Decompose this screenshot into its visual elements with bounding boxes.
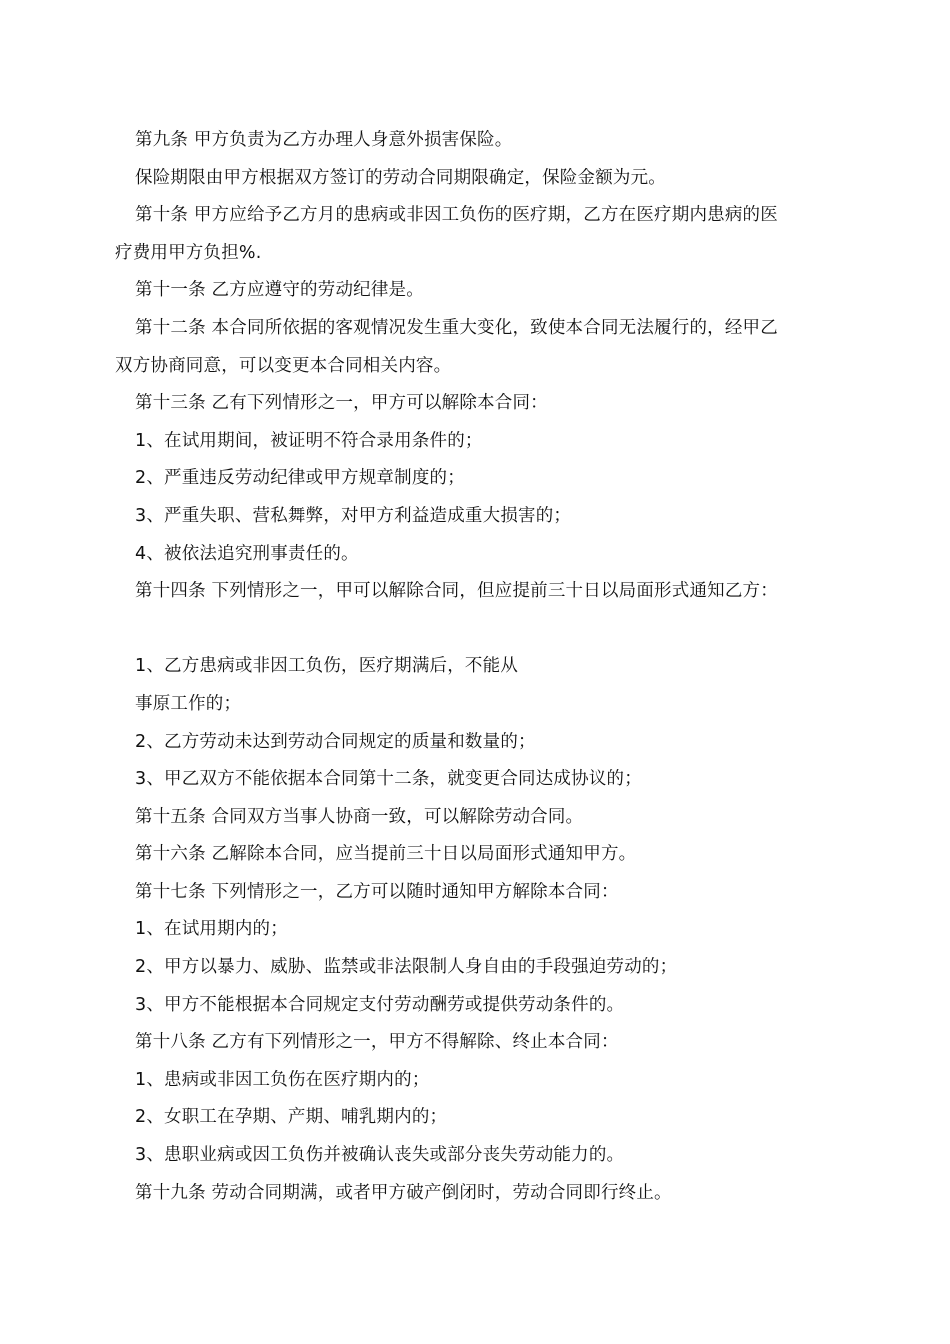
article-19: 第十九条 劳动合同期满，或者甲方破产倒闭时，劳动合同即行终止。 <box>135 1182 672 1203</box>
list-item: 1、在试用期间，被证明不符合录用条件的； <box>135 430 483 451</box>
article-17: 第十七条 下列情形之一，乙方可以随时通知甲方解除本合同： <box>135 881 619 902</box>
list-item: 3、严重失职、营私舞弊，对甲方利益造成重大损害的； <box>135 505 572 526</box>
list-item: 3、甲乙双方不能依据本合同第十二条，就变更合同达成协议的； <box>135 769 642 790</box>
document-body <box>115 122 837 1212</box>
list-item: 1、在试用期内的； <box>135 919 288 940</box>
article-10-continued: 疗费用甲方负担%. <box>115 242 262 263</box>
list-item: 2、严重违反劳动纪律或甲方规章制度的； <box>135 468 465 489</box>
article-16: 第十六条 乙解除本合同，应当提前三十日以局面形式通知甲方。 <box>135 844 637 865</box>
list-item: 3、甲方不能根据本合同规定支付劳动酬劳或提供劳动条件的。 <box>135 994 625 1015</box>
article-13: 第十三条 乙有下列情形之一，甲方可以解除本合同： <box>135 393 548 414</box>
insurance-term-paragraph: 保险期限由甲方根据双方签订的劳动合同期限确定，保险金额为元。 <box>135 167 666 188</box>
article-18: 第十八条 乙方有下列情形之一，甲方不得解除、终止本合同： <box>135 1032 619 1053</box>
blank-line <box>115 611 837 649</box>
article-12-continued: 双方协商同意，可以变更本合同相关内容。 <box>115 355 452 376</box>
article-10: 第十条 甲方应给予乙方月的患病或非因工负伤的医疗期，乙方在医疗期内患病的医 <box>135 205 778 226</box>
article-12: 第十二条 本合同所依据的客观情况发生重大变化，致使本合同无法履行的，经甲乙 <box>135 317 778 338</box>
list-item: 1、乙方患病或非因工负伤，医疗期满后，不能从 <box>135 656 519 677</box>
article-15: 第十五条 合同双方当事人协商一致，可以解除劳动合同。 <box>135 806 584 827</box>
list-item: 2、甲方以暴力、威胁、监禁或非法限制人身自由的手段强迫劳动的； <box>135 957 678 978</box>
list-item: 4、被依法追究刑事责任的。 <box>135 543 359 564</box>
list-item: 2、女职工在孕期、产期、哺乳期内的； <box>135 1107 448 1128</box>
list-item: 1、患病或非因工负伤在医疗期内的； <box>135 1069 430 1090</box>
article-9: 第九条 甲方负责为乙方办理人身意外损害保险。 <box>135 130 513 150</box>
list-item: 3、患职业病或因工负伤并被确认丧失或部分丧失劳动能力的。 <box>135 1145 625 1166</box>
article-11: 第十一条 乙方应遵守的劳动纪律是。 <box>135 280 424 301</box>
list-item-continued: 事原工作的； <box>135 693 242 714</box>
article-14: 第十四条 下列情形之一，甲可以解除合同，但应提前三十日以局面形式通知乙方： <box>135 581 778 602</box>
list-item: 2、乙方劳动未达到劳动合同规定的质量和数量的； <box>135 731 536 752</box>
